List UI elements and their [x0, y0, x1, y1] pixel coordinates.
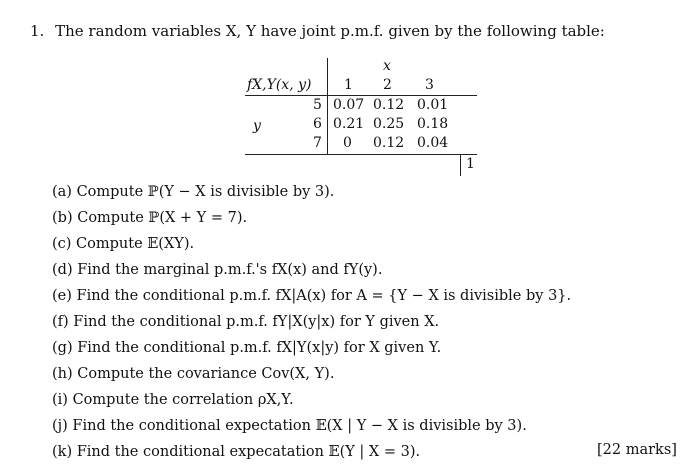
- x-value-2: 2: [383, 77, 392, 93]
- table-total-rule: [460, 154, 461, 176]
- part-text: Find the conditional p.m.f. fX|A(x) for A = {Y − X is divisible by 3}.: [76, 288, 572, 304]
- cell-5-3: 0.01: [417, 97, 449, 113]
- part-text: Find the marginal p.m.f.'s fX(x) and fY(y).: [77, 262, 383, 278]
- corner-label: fX,Y(x, y): [247, 77, 312, 93]
- y-value-5: 5: [313, 97, 322, 113]
- table-bottom-rule: [245, 154, 477, 155]
- y-value-7: 7: [313, 135, 322, 151]
- x-axis-label: x: [383, 58, 391, 74]
- part-text: Compute 𝔼(XY).: [76, 236, 195, 252]
- part-label: (j): [52, 418, 68, 434]
- part-text: Compute the correlation ρX,Y.: [72, 392, 294, 408]
- part-i: [52, 392, 294, 408]
- part-label: (c): [52, 236, 72, 252]
- part-text: Compute ℙ(Y − X is divisible by 3).: [76, 184, 335, 200]
- part-label: (g): [52, 340, 73, 356]
- part-label: (i): [52, 392, 68, 408]
- part-g: [52, 340, 441, 356]
- part-h: [52, 366, 334, 382]
- cell-7-3: 0.04: [417, 135, 449, 151]
- x-value-1: 1: [344, 77, 353, 93]
- part-text: Find the conditional expecatation 𝔼(Y | X = 3).: [76, 444, 421, 460]
- cell-6-2: 0.25: [373, 116, 405, 132]
- part-label: (b): [52, 210, 73, 226]
- part-text: Compute the covariance Cov(X, Y).: [77, 366, 335, 382]
- part-d: [52, 262, 382, 278]
- part-text: Find the conditional expectation 𝔼(X | Y − X is divisible by 3).: [72, 418, 527, 434]
- part-label: (k): [52, 444, 73, 460]
- cell-6-1: 0.21: [333, 116, 365, 132]
- part-label: (d): [52, 262, 73, 278]
- cell-5-1: 0.07: [333, 97, 365, 113]
- cell-6-3: 0.18: [417, 116, 449, 132]
- joint-pmf-table: [245, 58, 487, 188]
- question-number: 1.: [30, 22, 45, 40]
- question-intro: [30, 22, 605, 40]
- part-label: (a): [52, 184, 72, 200]
- part-label: (e): [52, 288, 72, 304]
- table-total: 1: [466, 156, 475, 172]
- part-b: [52, 210, 247, 226]
- cell-5-2: 0.12: [373, 97, 405, 113]
- table-vertical-rule: [327, 58, 328, 154]
- y-value-6: 6: [313, 116, 322, 132]
- y-axis-label: y: [253, 118, 261, 134]
- part-text: Compute ℙ(X + Y = 7).: [77, 210, 248, 226]
- part-f: [52, 314, 439, 330]
- part-label: (f): [52, 314, 69, 330]
- part-text: Find the conditional p.m.f. fY|X(y|x) for Y given X.: [73, 314, 440, 330]
- cell-7-2: 0.12: [373, 135, 405, 151]
- part-label: (h): [52, 366, 73, 382]
- x-value-3: 3: [425, 77, 434, 93]
- part-e: [52, 288, 571, 304]
- part-text: Find the conditional p.m.f. fX|Y(x|y) for X given Y.: [77, 340, 442, 356]
- table-header-rule: [245, 95, 477, 96]
- marks-total: [22 marks]: [597, 442, 677, 458]
- part-a: [52, 184, 334, 200]
- question-text: The random variables X, Y have joint p.m.f. given by the following table:: [55, 22, 605, 40]
- part-j: [52, 418, 527, 434]
- cell-7-1: 0: [343, 135, 352, 151]
- part-k: [52, 444, 420, 460]
- part-c: [52, 236, 194, 252]
